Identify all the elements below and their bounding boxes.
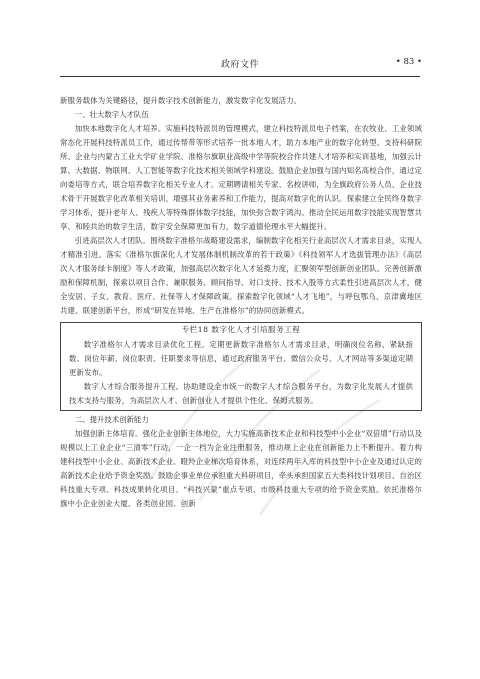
column-box-paragraph-1: 数字准格尔人才需求目录优化工程。定期更新数字准格尔人才需求目录，明确岗位名称、紧缺指数、岗位年薪、岗位职责、任职要求等信息，通过政府服务平台、微信公众号、人才网站等多渠道定期更新发布。 (69, 340, 413, 377)
section-heading-talent: 一、壮大数字人才队伍 (74, 110, 149, 119)
column-box-18 (60, 322, 422, 411)
paragraph-innovation-entities: 加强创新主体培育。强化企业创新主体地位，大力实施高新技术企业和科技型中小企业“双倍增”行动以及规模以上工业企业“三清零”行动，一企一档为企业注册服务，推动规上企业在创新能力上不断提升。着力构建科技型中小企业、高新技术企业、瞪羚企业梯次培育体系，对连续两年入库的科技型中小企业及通过认定的高新技术企业给予资金奖励。鼓励企事业单位承担重大科研项目，牵头承担国家五大类科技计划项目、自治区科技重大专项、科技成果转化项目、“科技兴蒙”重点专项、市级科技重大专项的给予资金奖励。依托准格尔旗中小企业创业大厦、各类创业园、创新 (60, 429, 422, 508)
column-box-paragraph-2: 数字人才综合服务提升工程。协助建设全市统一的数字人才综合服务平台，为数字化发展人才提供技术支持与服务，为高层次人才、创新创业人才提供个性化、保姆式服务。 (69, 382, 413, 405)
intro-paragraph: 新服务载体为关键路径，提升数字技术创新能力，激发数字化发展活力。 (60, 96, 302, 105)
header-title: 政府文件 (220, 60, 259, 70)
section-heading-innovation: 二、提升技术创新能力 (74, 415, 149, 424)
column-box-title: 专栏18 数字化人才引培服务工程 (181, 325, 301, 334)
header-rule (60, 76, 420, 77)
paragraph-talent-introduction: 引进高层次人才团队。围绕数字准格尔战略建设需求，编制数字化相关行业高层次人才需求目录，实现人才精准引进。落实《准格尔旗深化人才发展体制机制改革的若干政策》《科技领军人才选拔管理办法》《高层次人才服务绿卡制度》等人才政策，加强高层次数字化人才延揽力度，汇聚领军型创新创业团队。完善创新激励和保障机制，探索以项目合作、兼职服务、顾问指导、对口支持、技术入股等方式柔性引进高层次人才，健全安居、子女、教育、医疗、社保等人才保障政策。探索数字化领域“人才飞地”，与呼包鄂乌、京津冀地区共建、联建创新平台，形成“研发在异地、生产在准格尔”的协同创新模式。 (60, 236, 422, 315)
page-header (60, 57, 420, 75)
document-body (60, 94, 422, 511)
paragraph-local-talent: 加快本地数字化人才培养。实施科技特派员的管理模式，建立科技特派员电子档案，在农牧业、工业领域常态化开展科技特派员工作，通过传帮带等形式培养一批本地人才，助力本地产业的数字化转型。支持科研院所、企业与内蒙古工业大学矿业学院、准格尔旗职业高级中学等院校合作共建人才培养和实训基地，加强云计算、大数据、物联网、人工智能等数字化技术相关领域学科建设。鼓励企业加强与国内知名高校合作，通过定向委培等方式，联合培养数字化相关专业人才。定期聘请相关专家、名校讲师，为全旗政府公务人员、企业技术骨干开展数字化改革相关培训，增强其业务素养和工作能力，提高对数字化的认识。探索建立全民终身数字学习体系，提升老年人、残疾人等特殊群体数字技能，加快弥合数字鸿沟。推动全民运用数字技能实现智慧共享、和睦共治的数字生活，数字安全保障更加有力，数字道德伦理水平大幅提升。 (60, 124, 422, 231)
page-number: • 83 • (395, 57, 422, 67)
